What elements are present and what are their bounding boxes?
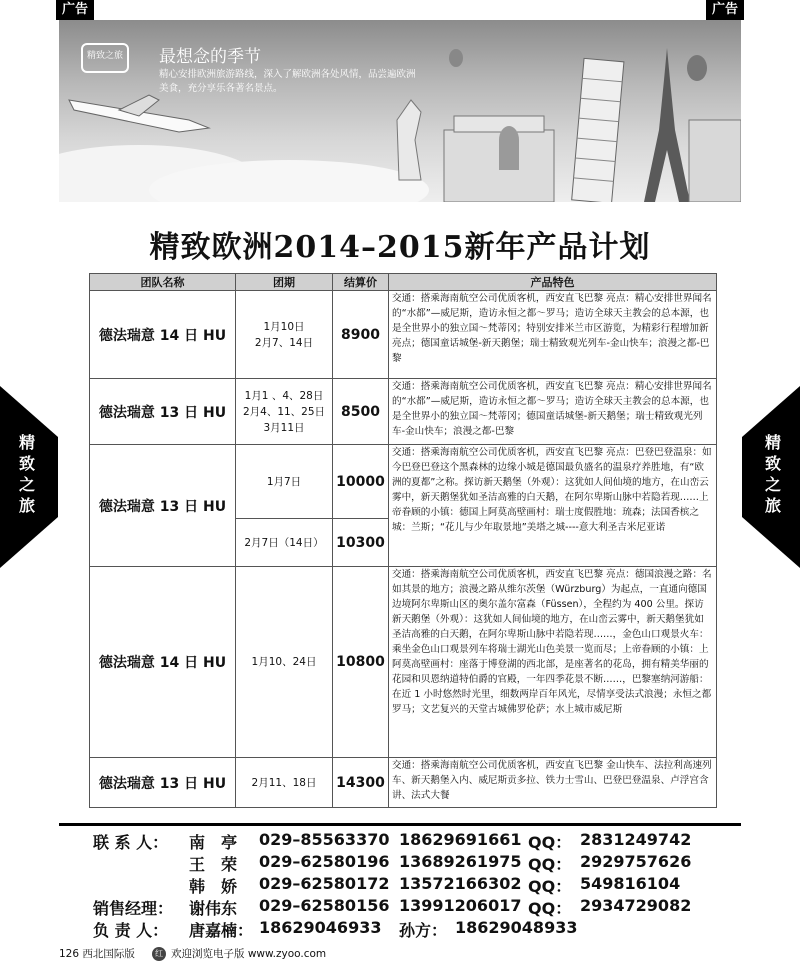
departure-dates: 2月7日（14日）: [236, 519, 333, 567]
banner-subtitle: 精心安排欧洲旅游路线，深入了解欧洲各处风情，品尝遍欧洲美食，充分享乐各著名景点。: [159, 69, 416, 94]
contact-label: 负 责 人：: [93, 921, 169, 940]
departure-dates: 1月7日: [236, 445, 333, 519]
contact-mobile: 13572166302: [399, 874, 522, 893]
contact-name: 南 亭: [189, 833, 238, 852]
header-dates: 团期: [236, 274, 333, 291]
features: 交通：搭乘海南航空公司优质客机，西安直飞巴黎 金山快车、法拉利高速列车、新天鹅堡入内、威尼斯贡多拉、铁力士雪山、巴登巴登温泉、卢浮宫含讲、法式大餐: [389, 758, 717, 808]
table-row: [90, 291, 717, 379]
price: 10800: [333, 567, 389, 758]
contact-mobile: 13991206017: [399, 896, 522, 915]
price: 8900: [333, 291, 389, 379]
contact-name: 韩 娇: [189, 877, 238, 896]
table-header-row: [90, 274, 717, 291]
table-row: [90, 445, 717, 519]
contact-qq: 549816104: [580, 874, 681, 893]
contact-phone: 18629046933: [259, 918, 382, 937]
date-line: 2月4、11、25日: [242, 405, 326, 418]
contact-phone: 029–62580172: [259, 874, 390, 893]
departure-dates: [236, 291, 333, 379]
side-char: 旅: [764, 496, 781, 515]
table-row: [90, 379, 717, 445]
contact-label: 联 系 人：: [93, 833, 169, 852]
header-features: 产品特色: [389, 274, 717, 291]
side-char: 之: [18, 475, 35, 494]
contact-phone: 029–62580156: [259, 896, 390, 915]
contact-mobile: 孙方：: [399, 921, 448, 940]
header-team-name: 团队名称: [90, 274, 236, 291]
date-line: 1月1 、4、28日: [244, 389, 324, 402]
team-name: 德法瑞意 13 日 HU: [90, 758, 236, 808]
contact-mobile: 13689261975: [399, 852, 522, 871]
contact-qq: 2934729082: [580, 896, 692, 915]
brand-logo: 精致之旅: [81, 43, 129, 73]
page-number: 126 西北国际版: [59, 948, 135, 960]
ad-tag-right: 广告: [706, 0, 744, 20]
qq-label: QQ：: [528, 833, 572, 852]
departure-dates: 2月11、18日: [236, 758, 333, 808]
side-char: 旅: [18, 496, 35, 515]
qq-label: QQ：: [528, 899, 572, 918]
side-char: 精: [764, 433, 781, 452]
side-label-left: [14, 432, 40, 516]
contact-phone: 029–62580196: [259, 852, 390, 871]
contact-name: 唐嘉楠：: [189, 921, 254, 940]
date-line: 1月10日: [263, 320, 305, 333]
features: 交通：搭乘海南航空公司优质客机，西安直飞巴黎 亮点：精心安排世界闻名的“水都”—威尼斯，造访永恒之都～罗马；造访全球天主教会的总本源，也是全世界小的独立国～梵蒂冈；德国童话城堡-新天鹅堡；瑞士精致观光列车-金山快车；浪漫之都-巴黎: [389, 379, 717, 445]
features: 交通：搭乘海南航空公司优质客机，西安直飞巴黎 亮点：精心安排世界闻名的“水都”—威尼斯，造访永恒之都～罗马；造访全球天主教会的总本源，也是全世界小的独立国～梵蒂冈；特别安排米兰市区游览，为精彩行程增加新亮点；德国童话城堡-新天鹅堡；瑞士精致观光列车-金山快车；浪漫之都-巴黎: [389, 291, 717, 379]
price: 10000: [333, 445, 389, 519]
contact-name: 谢伟东: [189, 899, 238, 918]
contact-name: 王 荣: [189, 855, 238, 874]
page-title: 精致欧洲2014–2015新年产品计划: [149, 230, 651, 265]
table-row: [90, 567, 717, 758]
contact-qq: 2929757626: [580, 852, 692, 871]
side-char: 精: [18, 433, 35, 452]
team-name: 德法瑞意 13 日 HU: [90, 445, 236, 567]
banner-title: 最想念的季节: [159, 47, 261, 67]
team-name: 德法瑞意 13 日 HU: [90, 379, 236, 445]
price: 8500: [333, 379, 389, 445]
footer-link-text: 欢迎浏览电子版 www.zyoo.com: [171, 948, 327, 960]
contact-mobile: 18629691661: [399, 830, 522, 849]
contact-qq: 2831249742: [580, 830, 692, 849]
contact-block: [59, 823, 741, 938]
date-line: 3月11日: [263, 421, 305, 434]
contact-qq: 18629048933: [455, 918, 578, 937]
ad-tag-left: 广告: [56, 0, 94, 20]
departure-dates: [236, 379, 333, 445]
price: 10300: [333, 519, 389, 567]
qq-label: QQ：: [528, 877, 572, 896]
circle-badge: 红: [152, 947, 166, 961]
product-table: [89, 273, 717, 808]
banner-image: [59, 20, 741, 202]
table-row: [90, 758, 717, 808]
features: 交通：搭乘海南航空公司优质客机，西安直飞巴黎 亮点：德国浪漫之路：名如其景的地方；浪漫之路从维尔茨堡（Würzburg）为起点，一直通向德国边境阿尔卑斯山区的奥尔盖尔富森（Füssen），全程约为 400 公里。探访新天鹅堡（外观）：这犹如人间仙境的地方，在山峦云雾中，新天鹅堡犹如圣洁高雅的白天鹅，在阿尔卑斯山脉中若隐若现……，金色山口观景火车：乘坐金色山口观景列车将瑞士湖光山色美景一览而尽；上帝眷顾的小镇：上阿莫高壁画村：座落于博登湖的西北部，是座著名的花岛，拥有精美华丽的花园和贝恩纳道特伯爵的官殿，一年四季花景不断……，巴黎塞纳河游船：在近 1 小时悠然时光里，细数两岸百年风光，尽情享受法式浪漫；永恒之都罗马；文艺复兴的天堂古城佛罗伦萨；水上城市威尼斯: [389, 567, 717, 758]
page-footer: [59, 944, 741, 964]
date-line: 2月7、14日: [254, 336, 314, 349]
side-label-right: [760, 432, 786, 516]
contact-phone: 029–85563370: [259, 830, 390, 849]
header-price: 结算价: [333, 274, 389, 291]
contact-label: 销售经理：: [93, 899, 174, 918]
departure-dates: 1月10、24日: [236, 567, 333, 758]
price: 14300: [333, 758, 389, 808]
features: 交通：搭乘海南航空公司优质客机，西安直飞巴黎 亮点：巴登巴登温泉：如今巴登巴登这个黑森林的边缘小城是德国最负盛名的温泉疗养胜地，有“欧洲的夏都”之称。探访新天鹅堡（外观）：这犹如人间仙境的地方，在山峦云雾中，新天鹅堡犹如圣洁高雅的白天鹅，在阿尔卑斯山脉中若隐若现……上帝眷顾的小镇：德国上阿莫高壁画村：瑞士度假胜地：琉森；法国香槟之城：兰斯；“花儿与少年取景地”美塔之城----意大利圣吉米尼亚诺: [389, 445, 717, 567]
qq-label: QQ：: [528, 855, 572, 874]
side-char: 致: [764, 454, 781, 473]
team-name: 德法瑞意 14 日 HU: [90, 291, 236, 379]
team-name: 德法瑞意 14 日 HU: [90, 567, 236, 758]
side-char: 致: [18, 454, 35, 473]
side-char: 之: [764, 475, 781, 494]
